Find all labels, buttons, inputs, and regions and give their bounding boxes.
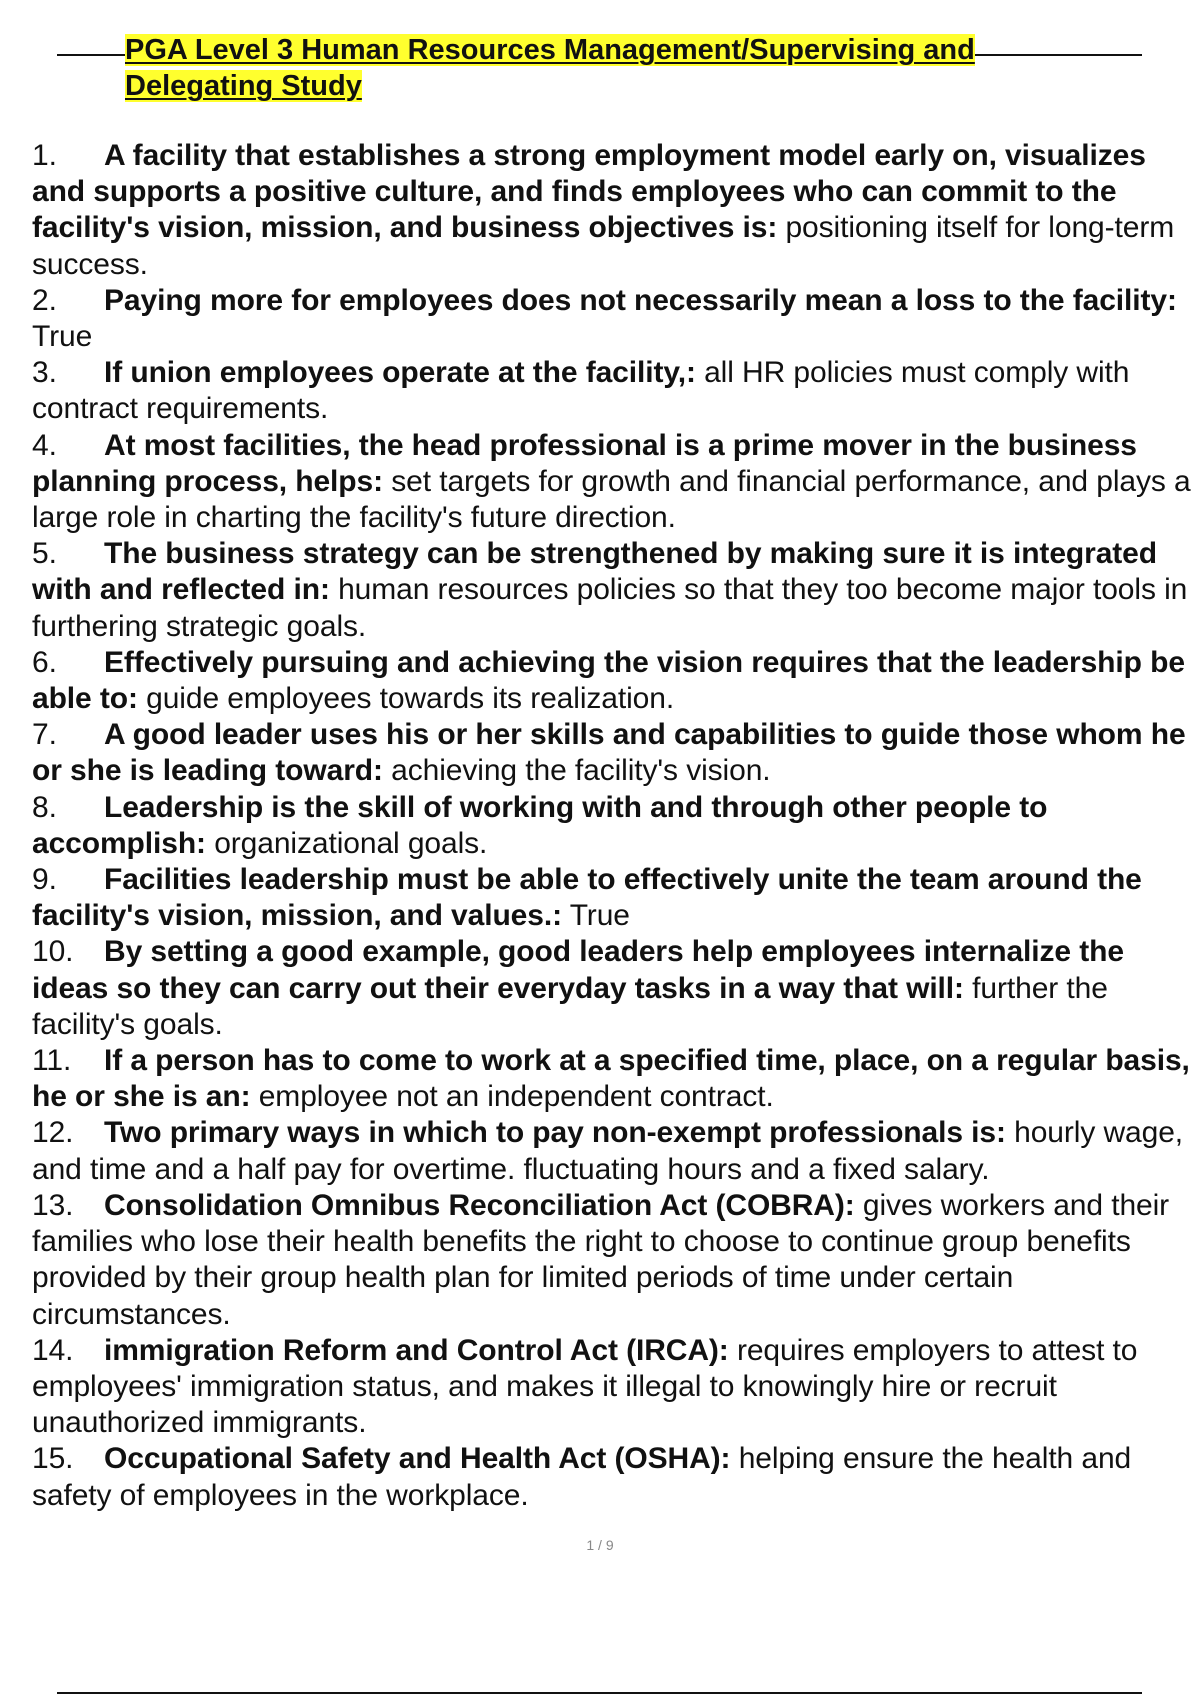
question-item — [32, 355, 1198, 427]
answer-text: requires employers to attest to employees' immigration status, and makes it illegal to knowingly hire or recruit unauthorized immigrants. — [32, 1333, 1138, 1440]
question-text: Two primary ways in which to pay non-exempt professionals is: — [104, 1116, 1006, 1150]
question-number: 12. — [32, 1116, 74, 1150]
question-text: Occupational Safety and Health Act (OSHA): — [104, 1442, 731, 1476]
question-text: A facility that establishes a strong employment model early on, visualizes and supports a positive culture, and finds employees who can commit to the facility's vision, mission, and business objectives is: — [32, 139, 1146, 245]
question-text: The business strategy can be strengthened by making sure it is integrated with and reflected in: — [32, 537, 1157, 607]
answer-text: hourly wage, and time and a half pay for overtime. fluctuating hours and a fixed salary. — [32, 1116, 1184, 1186]
answer-text: achieving the facility's vision. — [391, 754, 771, 788]
question-text: By setting a good example, good leaders help employees internalize the ideas so they can carry out their everyday tasks in a way that will: — [32, 935, 1124, 1005]
answer-text: employee not an independent contract. — [258, 1080, 774, 1114]
footer-rule — [57, 1692, 1142, 1694]
answer-text: guide employees towards its realization. — [146, 682, 675, 716]
document-title: PGA Level 3 Human Resources Management/Supervising and Delegating Study — [125, 34, 975, 102]
question-item — [32, 283, 1198, 355]
answer-text: True — [569, 899, 630, 933]
question-item — [32, 1441, 1198, 1513]
answer-text: human resources policies so that they too become major tools in furthering strategic goals. — [32, 573, 1188, 643]
question-text: Effectively pursuing and achieving the vision requires that the leadership be able to: — [32, 645, 1185, 716]
question-text: Facilities leadership must be able to effectively unite the team around the facility's vision, mission, and values.: — [32, 863, 1142, 933]
question-item — [32, 862, 1198, 934]
question-number: 3. — [32, 356, 57, 390]
question-number: 14. — [32, 1333, 74, 1367]
question-number: 10. — [32, 935, 74, 969]
answer-text: positioning itself for long-term success. — [32, 211, 1175, 281]
answer-text: all HR policies must comply with contract requirements. — [32, 356, 1130, 426]
question-number: 15. — [32, 1442, 74, 1476]
question-text: Consolidation Omnibus Reconciliation Act (COBRA): — [104, 1188, 855, 1222]
question-number: 6. — [32, 645, 57, 679]
answer-text: True — [32, 320, 93, 354]
answer-text: helping ensure the health and safety of employees in the workplace. — [32, 1442, 1132, 1512]
question-item — [32, 536, 1198, 645]
question-text: If union employees operate at the facility,: — [104, 356, 696, 390]
question-text: Leadership is the skill of working with and through other people to accomplish: — [32, 790, 1048, 860]
answer-text: set targets for growth and financial performance, and plays a large role in charting the facility's future direction. — [32, 464, 1191, 535]
question-text: immigration Reform and Control Act (IRCA): — [104, 1333, 729, 1367]
question-item — [32, 1188, 1198, 1333]
question-item — [32, 717, 1198, 789]
question-number: 1. — [32, 139, 57, 172]
question-text: Paying more for employees does not necessarily mean a loss to the facility: — [104, 283, 1177, 317]
question-number: 5. — [32, 537, 57, 571]
page-indicator: 1 / 9 — [586, 1537, 614, 1553]
question-item — [32, 934, 1198, 1043]
answer-text: organizational goals. — [214, 826, 488, 860]
question-item — [32, 1115, 1198, 1187]
question-item — [32, 645, 1198, 717]
answer-text: gives workers and their families who lose their health benefits the right to choose to continue group benefits provided by their group health plan for limited periods of time under certain circumstances. — [32, 1188, 1170, 1331]
question-number: 11. — [32, 1044, 72, 1078]
question-number: 2. — [32, 283, 57, 317]
question-text: If a person has to come to work at a specified time, place, on a regular basis, he or she is an: — [32, 1044, 1190, 1114]
question-number: 4. — [32, 428, 57, 462]
question-number: 13. — [32, 1188, 74, 1222]
question-item — [32, 790, 1198, 862]
question-text: A good leader uses his or her skills and capabilities to guide those whom he or she is leading toward: — [32, 718, 1186, 788]
question-item — [32, 1333, 1198, 1442]
question-item — [32, 428, 1198, 537]
question-list — [32, 138, 1198, 1514]
question-text: At most facilities, the head professional is a prime mover in the business planning process, helps: — [32, 428, 1137, 498]
question-item — [32, 138, 1198, 283]
question-number: 9. — [32, 863, 57, 897]
question-number: 7. — [32, 718, 57, 752]
question-item — [32, 1043, 1198, 1115]
answer-text: further the facility's goals. — [32, 971, 1108, 1041]
question-number: 8. — [32, 790, 57, 824]
